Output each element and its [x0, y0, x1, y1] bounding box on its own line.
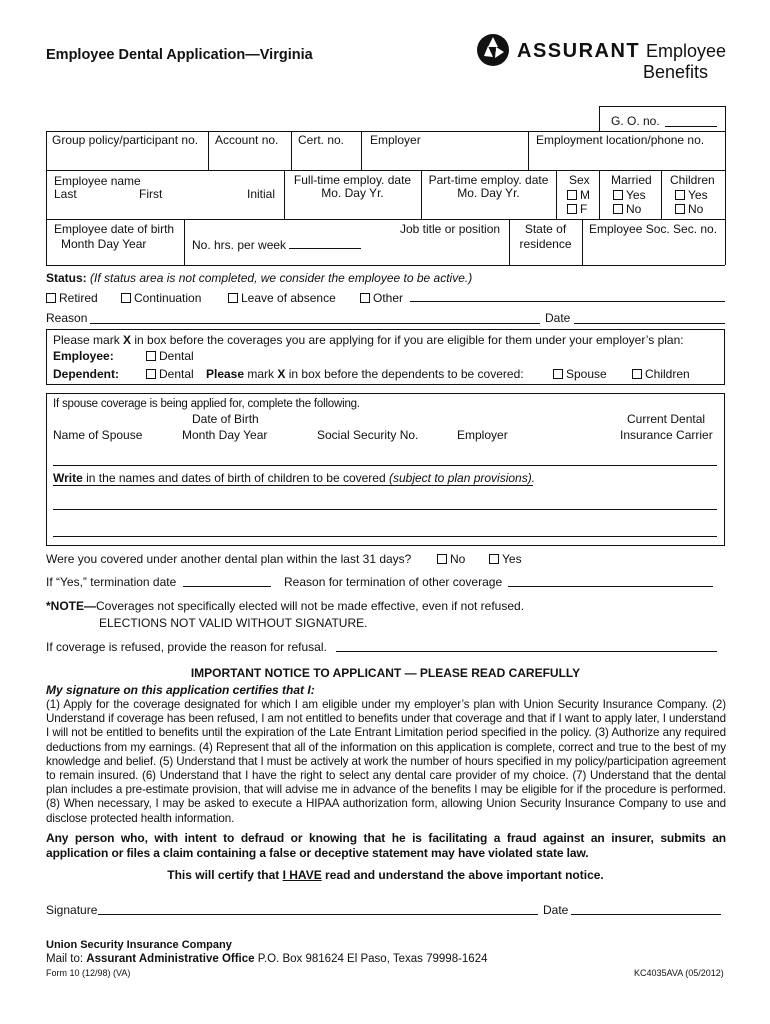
- reason-field[interactable]: [90, 323, 540, 324]
- spouse-checkbox[interactable]: Spouse: [553, 367, 607, 382]
- footer-code: KC4035AVA (05/2012): [634, 968, 724, 978]
- dob-label: Employee date of birth: [54, 222, 175, 236]
- brand-sub-employee: Employee: [646, 41, 727, 61]
- spouse-name-label: Name of Spouse: [53, 428, 143, 442]
- elections-note: ELECTIONS NOT VALID WITHOUT SIGNATURE.: [99, 616, 368, 630]
- last-label: Last: [54, 187, 77, 201]
- sex-m-checkbox[interactable]: M: [567, 188, 590, 203]
- termination-date-field[interactable]: [183, 586, 271, 587]
- state-label-1: State of: [524, 222, 567, 236]
- children-line-2[interactable]: [53, 536, 717, 537]
- account-no-label: Account no.: [215, 133, 279, 147]
- go-no-label: G. O. no.: [611, 114, 660, 128]
- signature-label: Signature: [46, 903, 98, 917]
- hours-field[interactable]: [289, 237, 361, 249]
- spouse-children-box: [46, 393, 725, 546]
- fulltime-label: Full-time employ. date: [293, 173, 412, 187]
- status-other-checkbox[interactable]: Other: [360, 291, 403, 306]
- footer-form-no: Form 10 (12/98) (VA): [46, 968, 131, 978]
- spouse-info-field[interactable]: [53, 465, 717, 466]
- spouse-intro: If spouse coverage is being applied for, complete the following.: [53, 398, 360, 410]
- married-no-checkbox[interactable]: No: [613, 202, 641, 217]
- married-yes-checkbox[interactable]: Yes: [613, 188, 646, 203]
- children-write-instructions: Write in the names and dates of birth of children to be covered (subject to plan provisions).: [53, 471, 536, 485]
- carrier-label-1: Current Dental: [627, 412, 706, 426]
- employment-location-label: Employment location/phone no.: [536, 133, 705, 147]
- notice-body: (1) Apply for the coverage designated for which I am eligible under my employer’s plan with Union Security Insurance Company. (2) Understand if coverage has been refused, I am not entitled to benefits under that coverage and that if I want to apply later, I understand I will not be entitled to benefits until the expiration of the Late Entrant Limitation period specified in the policy. (3) Authorize any required deductions from my earnings. (4) Represent that all of the information on this application is complete, correct and true to the best of my knowledge and belief. (5) Understand that I must be actively at work the number of hours specified in my policy/participation agreement to remain insured. (6) Understand that I have the right to select any dental care provider of my choice. (7) Understand that the dental plan includes a pre-estimate provision, that will advise me in advance of the benefits I may be eligible for if the procedure is performed. (8) When necessary, I may be asked to execute a HIPAA authorization form, allowing Union Security Insurance Company to use and disclose protected health information.: [46, 698, 726, 825]
- employer-label: Employer: [370, 133, 421, 147]
- footer-company: Union Security Insurance Company: [46, 939, 232, 951]
- children-line-1[interactable]: [53, 509, 717, 510]
- spouse-dob-label-1: Date of Birth: [192, 412, 259, 426]
- group-policy-label: Group policy/participant no.: [52, 133, 199, 147]
- sex-label: Sex: [569, 173, 590, 187]
- signature-field[interactable]: [98, 914, 538, 915]
- prior-coverage-question: Were you covered under another dental plan within the last 31 days?: [46, 552, 412, 566]
- spouse-ssn-label: Social Security No.: [317, 428, 419, 442]
- dependent-dental-checkbox[interactable]: Dental: [146, 367, 194, 382]
- footer-mail: Mail to: Assurant Administrative Office P.O. Box 981624 El Paso, Texas 79998-1624: [46, 953, 488, 965]
- children-checkbox[interactable]: Children: [632, 367, 690, 382]
- refusal-field[interactable]: [336, 651, 717, 652]
- termination-reason-label: Reason for termination of other coverage: [284, 575, 503, 589]
- spouse-employer-label: Employer: [457, 428, 508, 442]
- married-label: Married: [611, 173, 652, 187]
- cert-no-label: Cert. no.: [298, 133, 345, 147]
- job-title-label: Job title or position: [400, 222, 501, 236]
- notice-heading: IMPORTANT NOTICE TO APPLICANT — PLEASE READ CAREFULLY: [190, 666, 581, 680]
- status-continuation-checkbox[interactable]: Continuation: [121, 291, 201, 306]
- sex-f-checkbox[interactable]: F: [567, 202, 587, 217]
- page-title: Employee Dental Application—Virginia: [46, 47, 313, 63]
- fulltime-sub: Mo. Day Yr.: [321, 186, 384, 200]
- employee-dental-checkbox[interactable]: Dental: [146, 349, 194, 364]
- initial-label: Initial: [247, 187, 276, 201]
- date-label: Date: [545, 311, 571, 325]
- prior-yes-checkbox[interactable]: Yes: [489, 552, 522, 567]
- dob-sub: Month Day Year: [61, 237, 147, 251]
- dependent-instructions: Please mark X in box before the dependents to be covered:: [206, 367, 524, 381]
- hours-label: No. hrs. per week: [192, 237, 361, 253]
- status-date-field[interactable]: [574, 323, 725, 324]
- certify-statement: This will certify that I HAVE read and understand the above important notice.: [167, 868, 604, 882]
- employee-coverage-label: Employee:: [53, 349, 114, 363]
- ssn-label: Employee Soc. Sec. no.: [589, 222, 718, 236]
- assurant-logo-icon: [476, 33, 510, 67]
- signature-date-label: Date: [543, 903, 569, 917]
- children-label: Children: [670, 173, 715, 187]
- fraud-warning: Any person who, with intent to defraud or knowing that he is facilitating a fraud against an insurer, submits an application or files a claim containing a false or deceptive statement may have violated state law.: [46, 831, 726, 860]
- parttime-sub: Mo. Day Yr.: [457, 186, 520, 200]
- certifies-heading: My signature on this application certifies that I:: [46, 683, 315, 697]
- status-retired-checkbox[interactable]: Retired: [46, 291, 98, 306]
- status-line: Status: (If status area is not completed, we consider the employee to be active.): [46, 271, 473, 285]
- reason-label: Reason: [46, 311, 88, 325]
- status-leave-checkbox[interactable]: Leave of absence: [228, 291, 336, 306]
- signature-date-field[interactable]: [571, 914, 721, 915]
- brand-name: ASSURANT: [517, 40, 641, 62]
- brand-sub-benefits: Benefits: [643, 62, 709, 82]
- coverage-instructions: Please mark X in box before the coverages you are applying for if you are eligible for them under your employer’s plan:: [53, 333, 684, 347]
- termination-date-label: If “Yes,” termination date: [46, 575, 177, 589]
- prior-no-checkbox[interactable]: No: [437, 552, 465, 567]
- children-yes-checkbox[interactable]: Yes: [675, 188, 708, 203]
- go-no-field[interactable]: [665, 126, 717, 127]
- status-other-field[interactable]: [410, 301, 725, 302]
- carrier-label-2: Insurance Carrier: [620, 428, 713, 442]
- parttime-label: Part-time employ. date: [428, 173, 549, 187]
- first-label: First: [139, 187, 163, 201]
- dependent-coverage-label: Dependent:: [53, 367, 119, 381]
- termination-reason-field[interactable]: [508, 586, 713, 587]
- spouse-dob-label-2: Month Day Year: [182, 428, 268, 442]
- refusal-label: If coverage is refused, provide the reason for refusal.: [46, 640, 327, 654]
- note-line: *NOTE—Coverages not specifically elected will not be made effective, even if not refused.: [46, 599, 525, 613]
- children-no-checkbox[interactable]: No: [675, 202, 703, 217]
- state-label-2: residence: [519, 237, 572, 251]
- employee-name-label: Employee name: [54, 174, 141, 188]
